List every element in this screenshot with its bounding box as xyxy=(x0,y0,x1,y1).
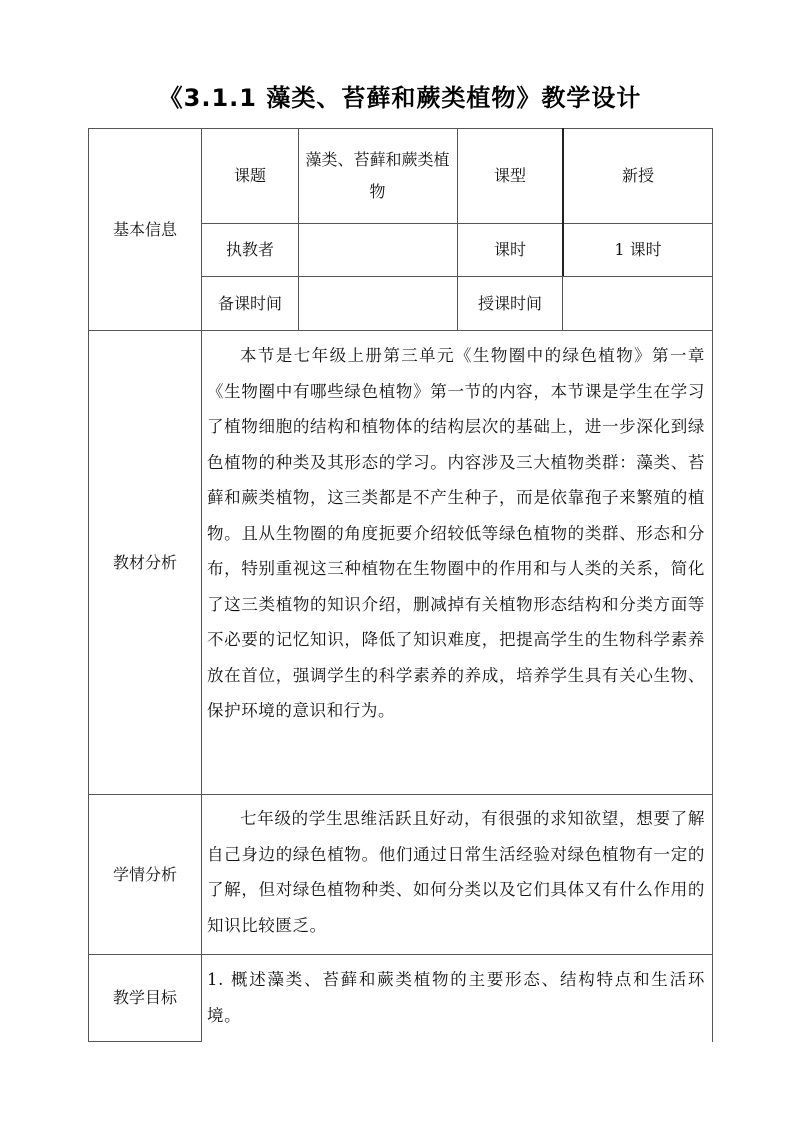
table-bottom-border xyxy=(88,1041,202,1042)
teacher-label: 执教者 xyxy=(225,240,274,259)
prep-time-value xyxy=(299,277,457,330)
textbook-analysis-label: 教材分析 xyxy=(112,552,177,572)
prep-time-label: 备课时间 xyxy=(217,293,282,313)
teacher-value xyxy=(299,224,457,276)
table-right-border xyxy=(712,128,713,1042)
class-hours-label: 课时 xyxy=(493,240,526,259)
lesson-type-label: 课型 xyxy=(493,166,526,185)
student-analysis-text: 七年级的学生思维活跃且好动，有很强的求知欲望，想要了解自己身边的绿色植物。他们通过日常生活经验对绿色植物有一定的了解，但对绿色植物种类、如何分类以及它们具体又有什么作用的知识比较匮乏。 xyxy=(207,809,705,935)
teaching-goal-item: 1. 概述藻类、苔藓和蕨类植物的主要形态、结构特点和生活环境。 xyxy=(207,970,705,1025)
topic-label: 课题 xyxy=(233,166,266,185)
document-title: 《3.1.1 藻类、苔藓和蕨类植物》教学设计 xyxy=(158,84,642,112)
topic-value: 藻类、苔藓和蕨类植物 xyxy=(305,150,450,201)
textbook-analysis-text: 本节是七年级上册第三单元《生物圈中的绿色植物》第一章《生物圈中有哪些绿色植物》第一节的内容，本节课是学生在学习了植物细胞的结构和植物体的结构层次的基础上，进一步深化到绿色植物的种类及其形态的学习。内容涉及三大植物类群：藻类、苔藓和蕨类植物，这三类都是不产生种子，而是依靠孢子来繁殖的植物。且从生物圈的角度扼要介绍较低等绿色植物的类群、形态和分布，特别重视这三种植物在生物圈中的作用和与人类的关系，简化了这三类植物的知识介绍，删减掉有关植物形态结构和分类方面等不必要的记忆知识，降低了知识难度，把提高学生的生物科学素养放在首位，强调学生的科学素养的养成，培养学生具有关心生物、保护环境的意识和行为。 xyxy=(207,346,705,720)
teach-time-value xyxy=(563,277,712,330)
lesson-type-value: 新授 xyxy=(621,166,654,185)
teach-time-label: 授课时间 xyxy=(477,293,542,313)
teaching-goals-label: 教学目标 xyxy=(112,988,177,1007)
basic-info-label: 基本信息 xyxy=(112,219,177,239)
student-analysis-label: 学情分析 xyxy=(112,864,177,884)
class-hours-value: 1 课时 xyxy=(614,240,662,259)
